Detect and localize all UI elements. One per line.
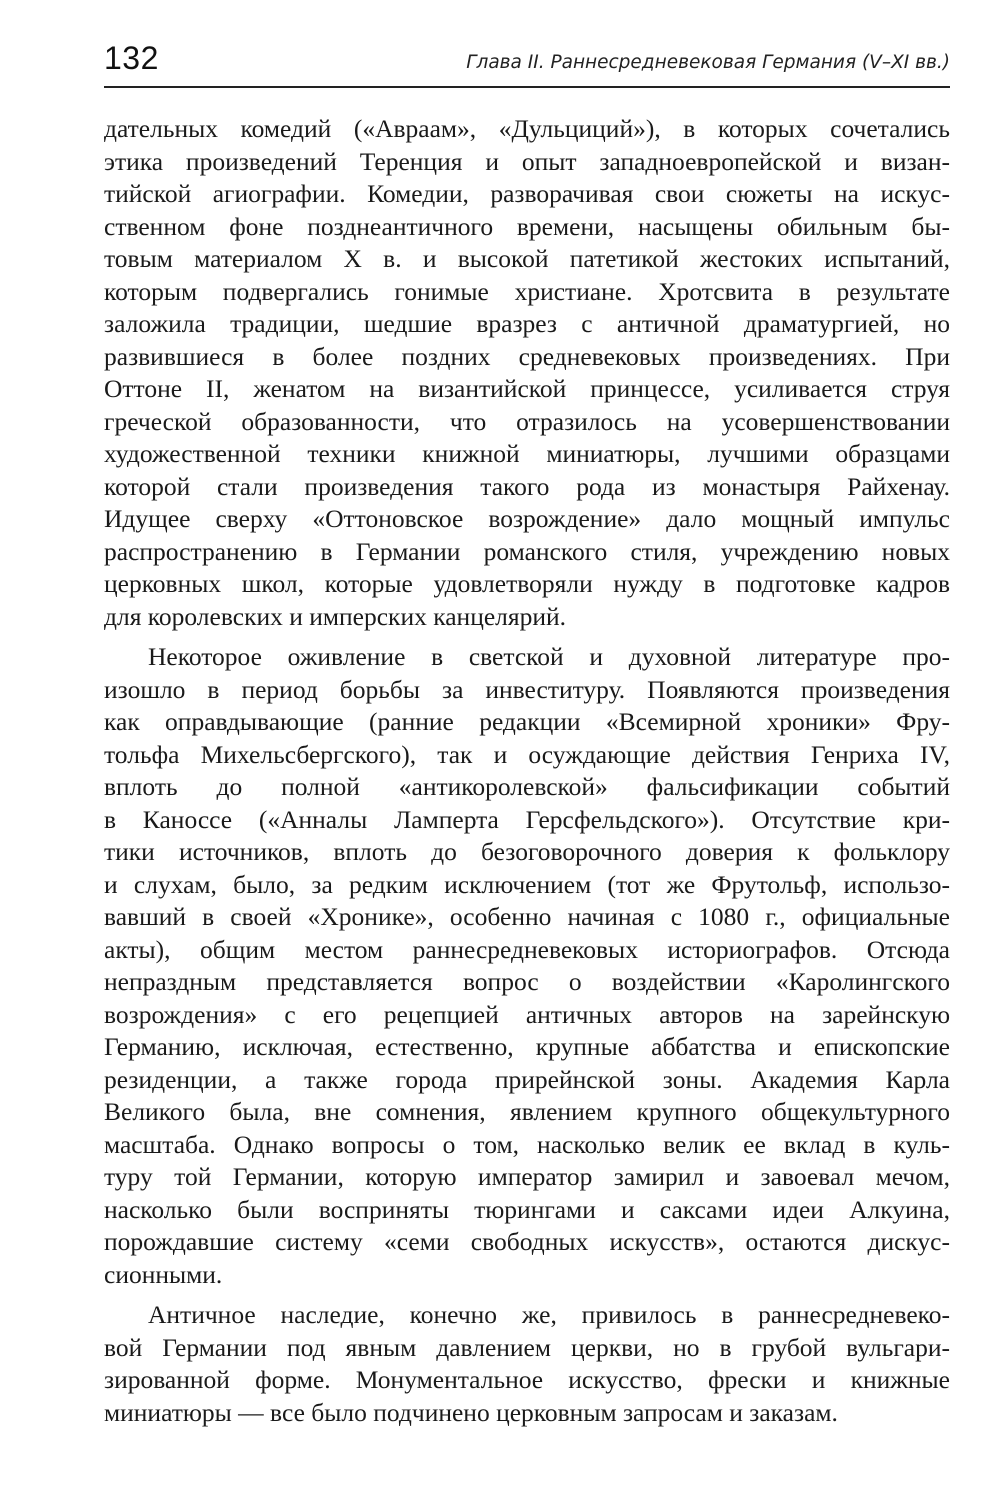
text-line: товым материалом X в. и высокой патетикой жестоких испытаний, — [104, 244, 950, 273]
text-line: сионными. — [104, 1259, 223, 1289]
paragraph — [104, 641, 950, 1291]
text-line: для королевских и имперских канцелярий. — [104, 601, 567, 631]
text-line: Античное наследие, конечно же, привилось в раннесредневеко- — [148, 1300, 950, 1329]
text-line: как оправдывающие (ранние редакции «Всемирной хроники» Фру- — [104, 707, 950, 736]
text-line: и слухам, было, за редким исключением (тот же Фрутольф, использо- — [104, 869, 950, 899]
text-line: насколько были восприняты тюрингами и саксами идеи Алкуина, — [104, 1194, 950, 1224]
text-line: развившиеся в более поздних средневековых произведениях. При — [104, 341, 950, 371]
paragraph-gap — [104, 1291, 950, 1299]
text-line: Великого была, вне сомнения, явлением крупного общекультурного — [104, 1097, 950, 1126]
text-line: в Каноссе («Анналы Ламперта Герсфельдского»). Отсутствие кри- — [104, 804, 950, 834]
text-line: резиденции, а также города прирейнской зоны. Академия Карла — [104, 1064, 950, 1094]
text-line: которым подвергались гонимые христиане. Хротсвита в результате — [104, 276, 950, 306]
text-line: непраздным представляется вопрос о воздействии «Каролингского — [104, 967, 950, 996]
text-line: Некоторое оживление в светской и духовной литературе про- — [148, 642, 950, 671]
text-line: возрождения» с его рецепцией античных авторов на зарейнскую — [104, 999, 950, 1029]
text-line: изошло в период борьбы за инвеституру. Появляются произведения — [104, 674, 950, 704]
text-line: этика произведений Теренция и опыт западноевропейской и визан- — [104, 146, 950, 176]
text-line: вплоть до полной «антикоролевской» фальсификации событий — [104, 772, 950, 801]
text-line: туру той Германии, которую император замирил и завоевал мечом, — [104, 1162, 950, 1191]
text-line: масштаба. Однако вопросы о том, насколько велик ее вклад в куль- — [104, 1129, 950, 1159]
text-line: миниатюры — все было подчинено церковным запросам и заказам. — [104, 1397, 838, 1427]
text-line: дательных комедий («Авраам», «Дульциций»), в которых сочетались — [104, 114, 950, 143]
page-number: 132 — [104, 40, 159, 76]
text-line: церковных школ, которые удовлетворяли нужду в подготовке кадров — [104, 569, 950, 598]
text-line: тийской агиографии. Комедии, разворачивая свои сюжеты на искус- — [104, 179, 950, 208]
text-line: которой стали произведения такого рода из монастыря Райхенау. — [104, 471, 950, 501]
header-rule — [104, 86, 950, 88]
text-line: вой Германии под явным давлением церкви, но в грубой вульгари- — [104, 1332, 950, 1362]
text-line: тики источников, вплоть до безоговорочного доверия к фольклору — [104, 837, 950, 866]
text-line: зированной форме. Монументальное искусство, фрески и книжные — [104, 1365, 950, 1394]
running-head: Глава II. Раннесредневековая Германия (V–XI вв.) — [466, 52, 950, 73]
text-line: тольфа Михельсбергского), так и осуждающие действия Генриха IV, — [104, 739, 950, 769]
text-line: ственном фоне позднеантичного времени, насыщены обильным бы- — [104, 211, 950, 241]
text-line: акты), общим местом раннесредневековых историографов. Отсюда — [104, 934, 950, 964]
text-line: художественной техники книжной миниатюры, лучшими образцами — [104, 439, 950, 468]
text-line: Идущее сверху «Оттоновское возрождение» дало мощный импульс — [104, 504, 950, 533]
text-line: греческой образованности, что отразилось на усовершенствовании — [104, 406, 950, 436]
text-line: порождавшие систему «семи свободных искусств», остаются дискус- — [104, 1227, 950, 1256]
body-text — [104, 113, 950, 1429]
text-line: заложила традиции, шедшие вразрез с античной драматургией, но — [104, 309, 950, 338]
text-line: распространению в Германии романского стиля, учреждению новых — [104, 536, 950, 566]
paragraph-gap — [104, 633, 950, 641]
text-line: вавший в своей «Хронике», особенно начиная с 1080 г., официальные — [104, 902, 950, 931]
paragraph — [104, 1299, 950, 1429]
paragraph — [104, 113, 950, 633]
page-header — [104, 36, 950, 88]
text-line: Оттоне II, женатом на византийской принцессе, усиливается струя — [104, 374, 950, 403]
text-line: Германию, исключая, естественно, крупные аббатства и епископские — [104, 1032, 950, 1061]
